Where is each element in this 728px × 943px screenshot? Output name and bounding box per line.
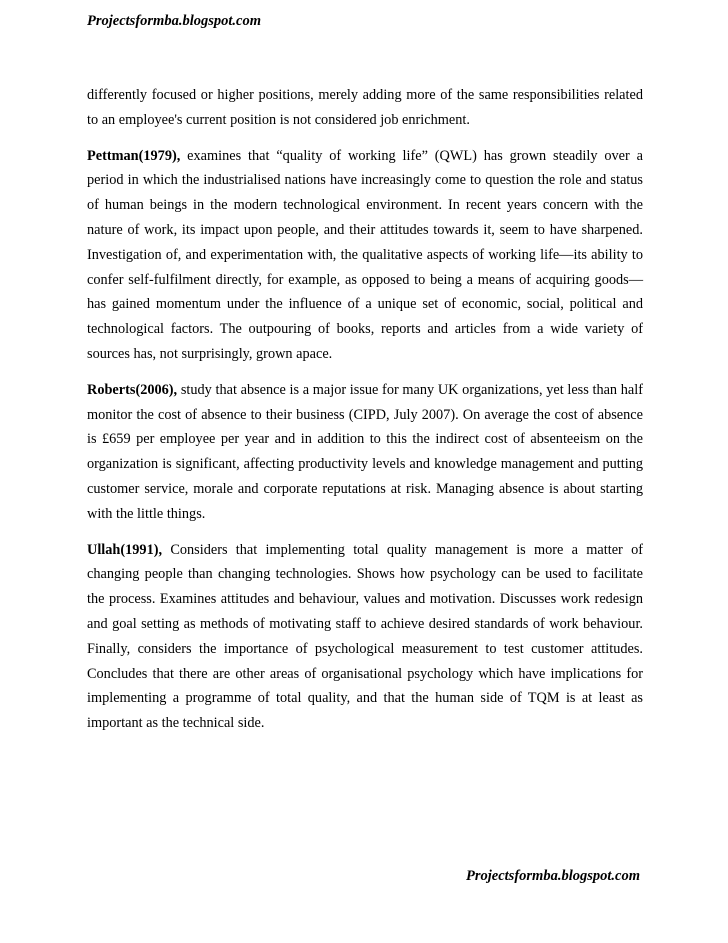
citation-author: Ullah(1991),: [87, 541, 163, 558]
page-header: Projectsformba.blogspot.com: [87, 13, 261, 29]
paragraph-text: study that absence is a major issue for many UK organizations, yet less than half monitor the cost of absence to their business (CIPD, July 2007). On average the cost of absence is £659 per employee per year and in addition to this the indirect cost of absenteeism on the organization is significant, affecting productivity levels and knowledge management and putting customer service, morale and corporate reputations at risk. Managing absence is about starting with the little things.: [87, 381, 643, 522]
paragraph-text: Considers that implementing total quality management is more a matter of changing people than changing technologies. Shows how psychology can be used to facilitate the process. Examines attitudes and behaviour, values and motivation. Discusses work redesign and goal setting as methods of motivating staff to achieve desired standards of work behaviour. Finally, considers the importance of psychological measurement to test customer attitudes. Concludes that there are other areas of organisational psychology which have implications for implementing a programme of total quality, and that the human side of TQM is at least as important as the technical side.: [87, 541, 643, 732]
citation-author: Roberts(2006),: [87, 381, 178, 398]
paragraph-continuation: [87, 83, 643, 133]
document-body: [87, 83, 643, 747]
paragraph-text: differently focused or higher positions, merely adding more of the same responsibilities related to an employee's current position is not considered job enrichment.: [87, 87, 643, 128]
paragraph-text: examines that “quality of working life” (QWL) has grown steadily over a period in which the industrialised nations have increasingly come to question the role and status of human beings in the modern technological environment. In recent years concern with the nature of work, its impact upon people, and their attitudes towards it, seem to have sharpened. Investigation of, and experimentation with, the qualitative aspects of working life—its ability to confer self-fulfilment directly, for example, as opposed to being a means of acquiring goods—has gained momentum under the influence of a unique set of economic, social, political and technological factors. The outpouring of books, reports and articles from a wide variety of sources has, not surprisingly, grown apace.: [87, 147, 643, 362]
paragraph-pettman: [87, 144, 643, 367]
paragraph-ullah: [87, 538, 643, 736]
paragraph-roberts: [87, 378, 643, 527]
page-footer: Projectsformba.blogspot.com: [466, 868, 640, 884]
citation-author: Pettman(1979),: [87, 147, 181, 164]
